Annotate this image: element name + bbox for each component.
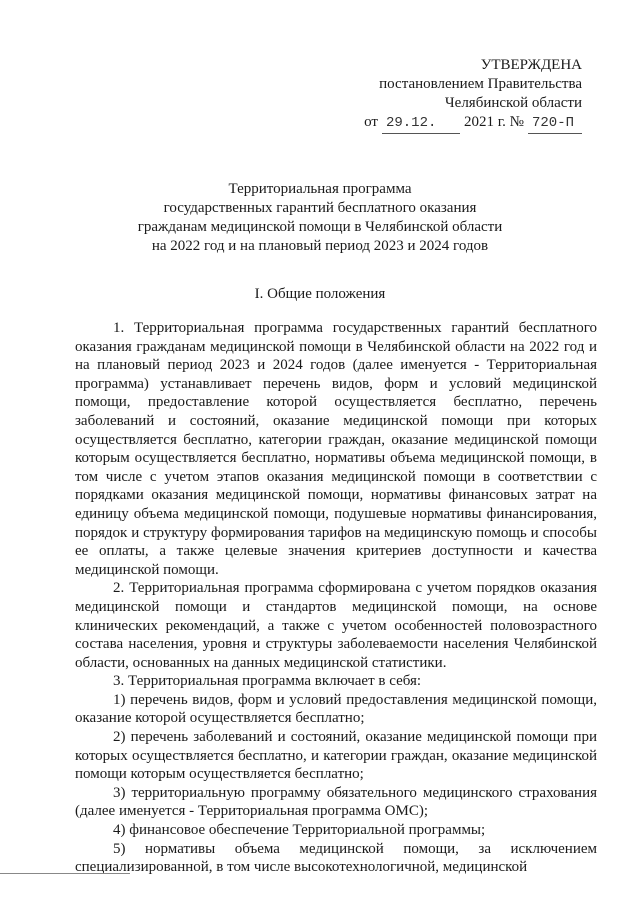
body-text (75, 319, 597, 877)
handwritten-date: 29.12. (382, 114, 460, 134)
paragraph: 2. Территориальная программа сформирована с учетом порядков оказания медицинской помощи и стандартов медицинской помощи, на основе клинических рекомендаций, а также с учетом особенностей половозрастного состава населения, уровня и структуры заболеваемости населения Челябинской области, основанных на данных медицинской статистики. (75, 580, 597, 671)
handwritten-number: 720-П (528, 114, 582, 134)
paragraph: 1. Территориальная программа государственных гарантий бесплатного оказания гражданам медицинской помощи в Челябинской области на 2022 год и на плановый период 2023 и 2024 годов (далее именуется - Территориальная программа) устанавливает перечень видов, форм и условий медицинской помощи, предоставление которой осуществляется бесплатно, перечень заболеваний и состояний, оказание медицинской помощи при которых осуществляется бесплатно, категории граждан, оказание медицинской помощи которым осуществляется бесплатно, нормативы объема медицинской помощи, в том числе с учетом этапов оказания медицинской помощи в соответствии с порядками оказания медицинской помощи, нормативы финансовых затрат на единицу объема медицинской помощи, подушевые нормативы финансирования, порядок и структуру формирования тарифов на медицинскую помощь и способы ее оплаты, а также целевые значения критериев доступности и качества медицинской помощи. (75, 320, 597, 578)
paragraph: 2) перечень заболеваний и состояний, оказание медицинской помощи при которых осуществляется бесплатно, и категории граждан, оказание медицинской помощи которым осуществляется бесплатно; (75, 729, 597, 783)
approval-line-1: постановлением Правительства (379, 76, 582, 92)
year-text: 2021 г. № (463, 114, 524, 130)
date-prefix: от (364, 114, 378, 130)
title-line-1: Территориальная программа (228, 181, 412, 197)
paragraph: 3. Территориальная программа включает в себя: (113, 673, 422, 690)
approval-line-2: Челябинской области (444, 95, 582, 111)
paragraph: 3) территориальную программу обязательного медицинского страхования (далее именуется - Территориальная программа ОМС); (75, 784, 597, 820)
title-line-4: на 2022 год и на плановый период 2023 и 2024 годов (151, 238, 489, 254)
approval-stamp (322, 56, 582, 134)
title-line-3: гражданам медицинской помощи в Челябинской области (137, 219, 503, 235)
footer-divider (0, 873, 130, 874)
title-line-2: государственных гарантий бесплатного оказания (163, 200, 477, 216)
section-heading: I. Общие положения (254, 286, 386, 302)
approval-date-line (322, 113, 582, 134)
paragraph: 4) финансовое обеспечение Территориальной программы; (113, 822, 486, 839)
paragraph: 5) нормативы объема медицинской помощи, за исключением специализированной, в том числе высокотехнологичной, медицинской (75, 840, 597, 876)
document-title (60, 180, 580, 256)
approval-status: УТВЕРЖДЕНА (480, 57, 582, 73)
paragraph: 1) перечень видов, форм и условий предоставления медицинской помощи, оказание которой осуществляется бесплатно; (75, 691, 597, 727)
